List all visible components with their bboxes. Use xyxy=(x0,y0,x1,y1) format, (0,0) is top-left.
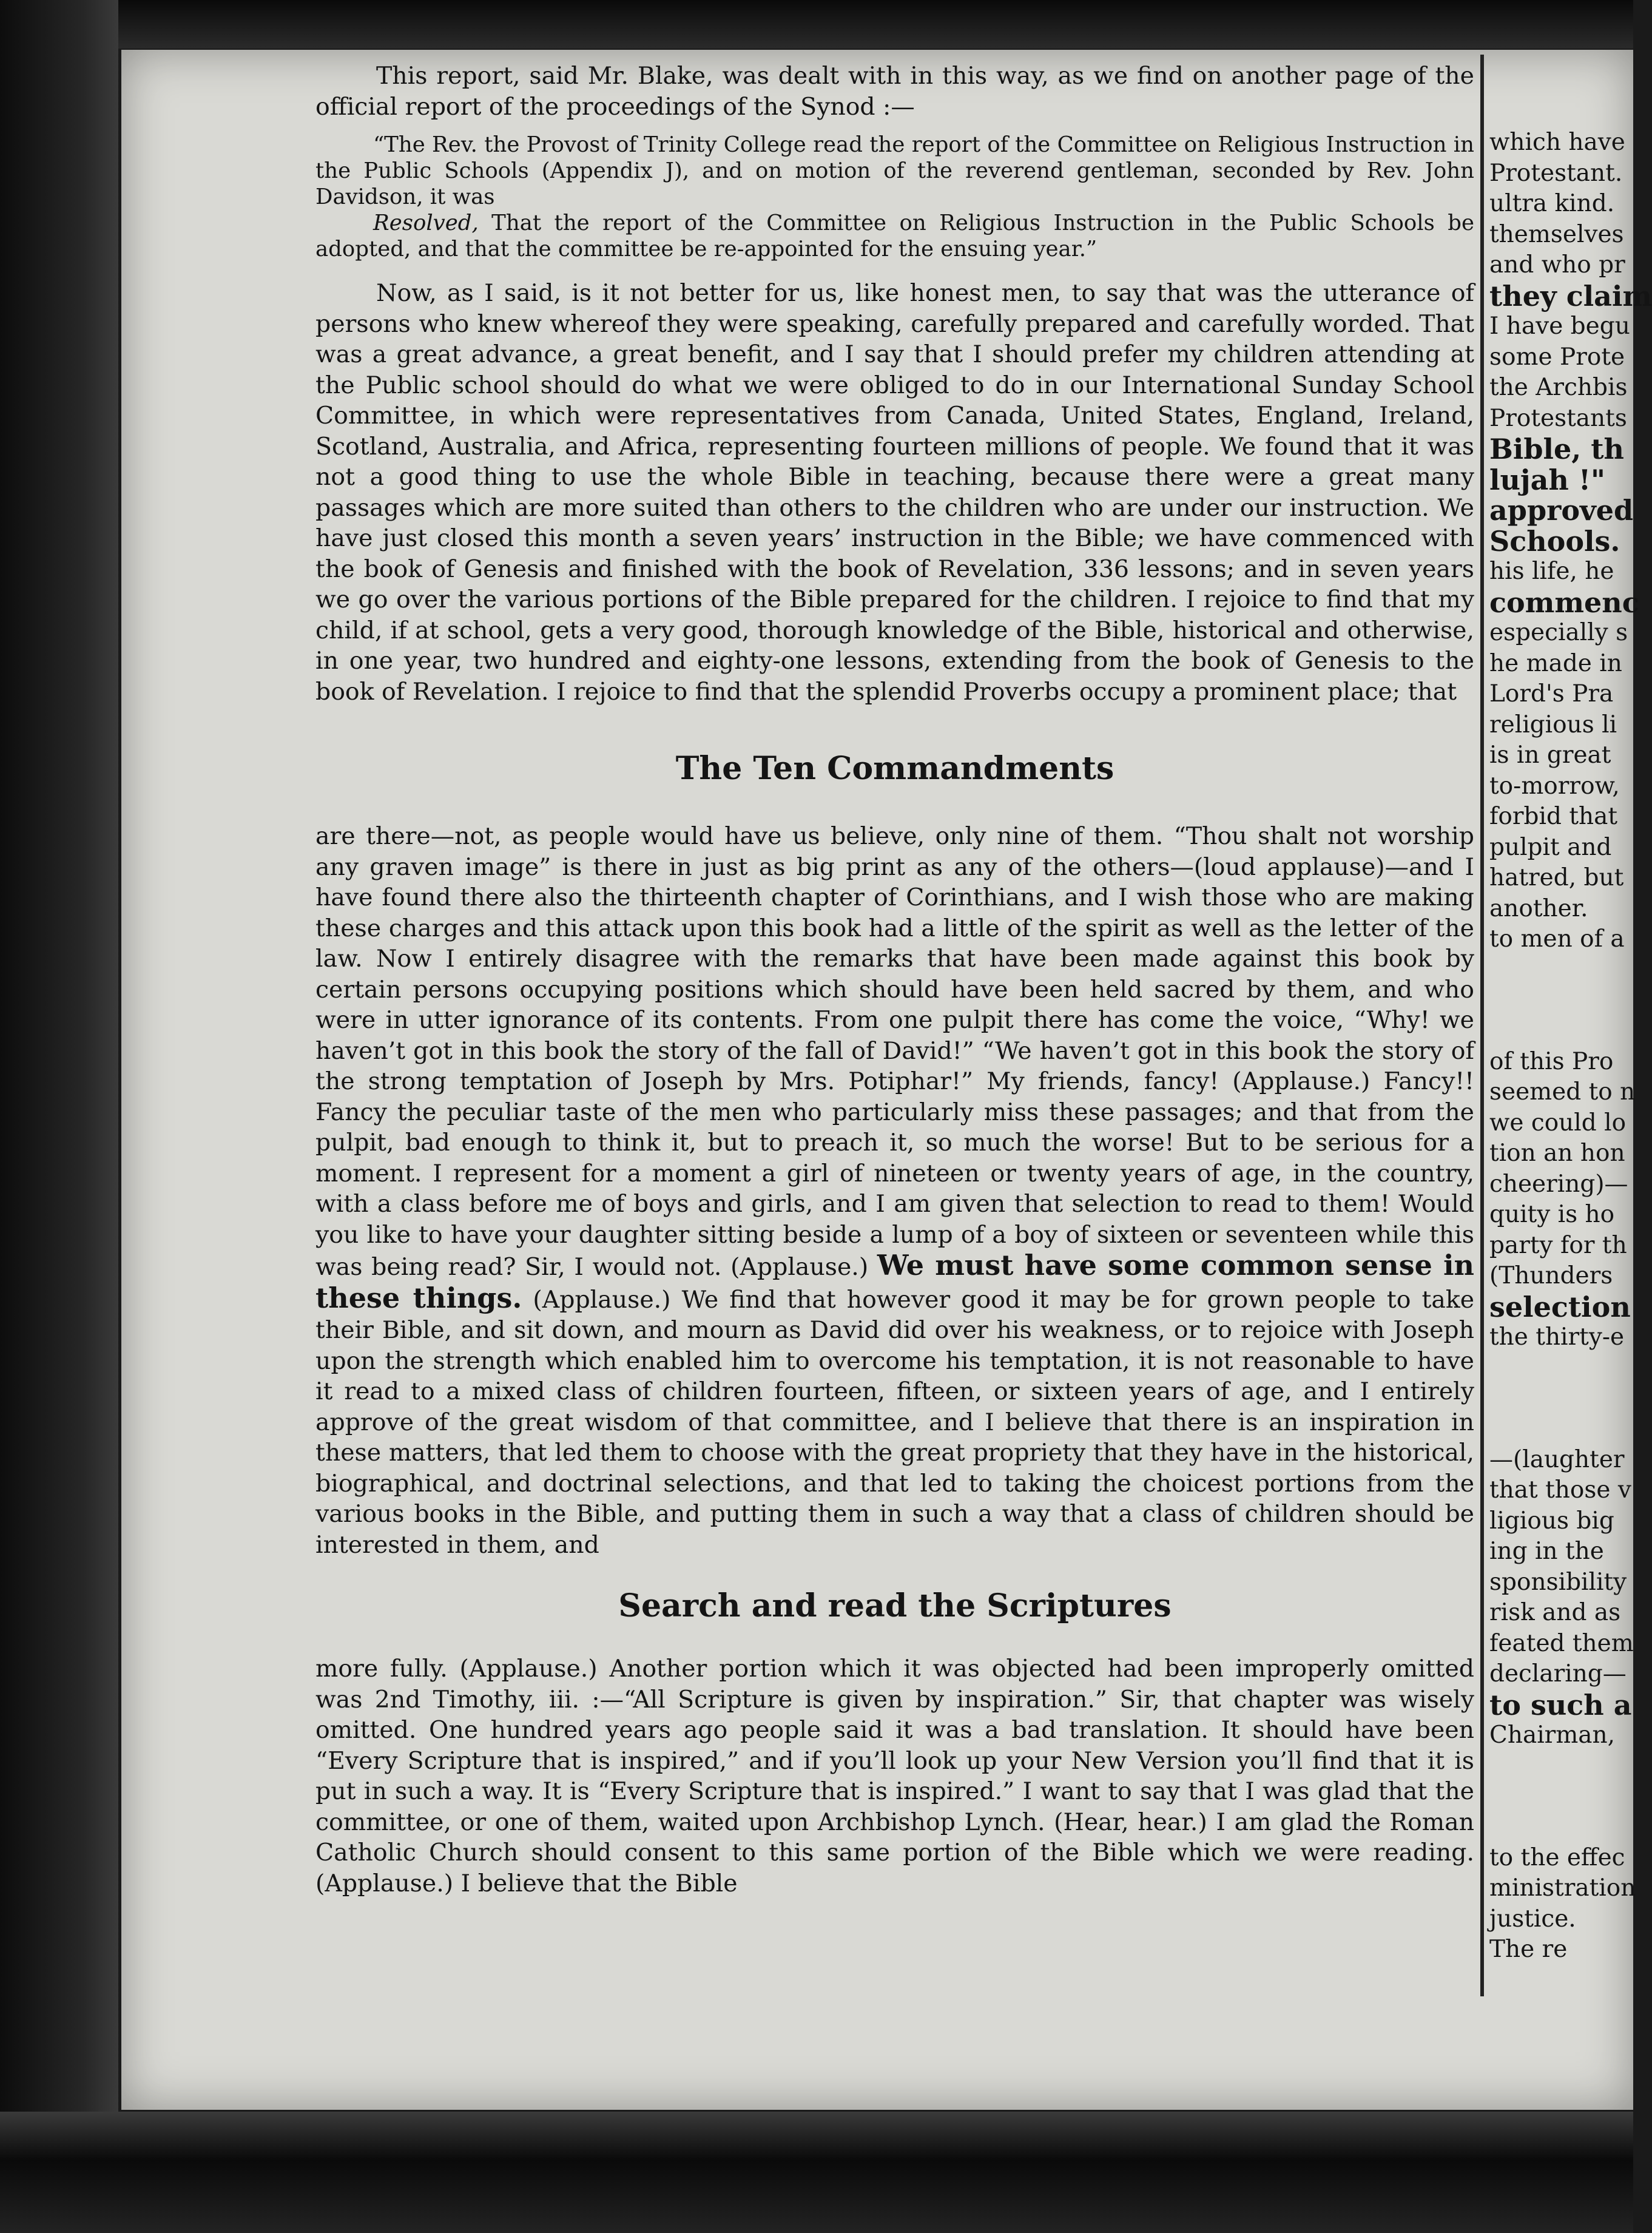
side-line: Protestant. xyxy=(1489,159,1623,187)
side-line: justice. xyxy=(1489,1905,1576,1933)
side-line: another. xyxy=(1489,894,1588,922)
film-border-top xyxy=(0,0,1633,49)
side-line: ultra kind. xyxy=(1489,190,1615,217)
resolution-quote xyxy=(315,210,1474,262)
side-line: Schools. xyxy=(1489,524,1620,558)
side-line: (Thunders xyxy=(1489,1262,1613,1289)
side-line: selection xyxy=(1489,1290,1631,1323)
side-block-3 xyxy=(1489,1445,1633,1751)
commandments-text-b: (Applause.) We find that however good it may be for grown people to take their Bible, and sit down, and mourn as David did over his weakness, or to rejoice with Joseph upon the strength which enabled him to overcome his temptation, it is not reasonable to have it read to a mixed class of children fourteen, fifteen, or sixteen years of age, and I entirely approve of the great wisdom of that committee, and I believe that there is an inspiration in these matters, that led them to choose with the great propriety that they have in the historical, biographical, and doctrinal selections, and that led to taking the choicest portions from the various books in the Bible, and putting them in such a way that a class of children should be interested in them, and xyxy=(315,1285,1475,1559)
intro-paragraph: This report, said Mr. Blake, was dealt with in this way, as we find on another page of the official report of the proceedings of the Synod :— xyxy=(315,62,1474,121)
side-line: to-morrow, xyxy=(1489,772,1620,800)
side-line: sponsibility xyxy=(1489,1568,1627,1596)
side-spacer xyxy=(1489,1751,1633,1843)
side-line: feated them xyxy=(1489,1629,1634,1657)
side-line: themselves xyxy=(1489,220,1624,248)
paragraph-now-as-i-said: Now, as I said, is it not better for us, like honest men, to say that was the utterance of persons who knew whereof they were speaking, carefully prepared and carefully worded. That was a great advance, a great benefit, and I say that I should prefer my children attending at the Public school should do what we were obliged to do in our International Sunday School Committee, in which were representatives from Canada, United States, England, Ireland, Scotland, Australia, and Africa, representing fourteen millions of people. We found that it was not a good thing to use the whole Bible in teaching, because there were a great many passages which are more suited than others to the children who are under our instruction. We have just closed this month a seven years’ instruction in the Bible; we have commenced with the book of Genesis and finished with the book of Revelation, 336 lessons; and in seven years we go over the various portions of the Bible prepared for the children. I rejoice to find that my child, if at school, gets a very good, thorough knowledge of the Bible, historical and otherwise, in one year, two hundred and eighty-one lessons, extending from the book of Genesis to the book of Revelation. I rejoice to find that the splendid Proverbs occupy a prominent place; that xyxy=(315,279,1474,706)
side-line: especially s xyxy=(1489,619,1628,646)
side-line: religious li xyxy=(1489,711,1617,738)
side-spacer xyxy=(1489,1353,1633,1445)
side-line: tion an hon xyxy=(1489,1140,1625,1167)
side-line: ligious big xyxy=(1489,1507,1614,1535)
side-line: lujah !" xyxy=(1489,463,1605,496)
column-rule xyxy=(1480,55,1484,1996)
resolved-word: Resolved, xyxy=(373,211,479,235)
side-line: hatred, but xyxy=(1489,864,1624,891)
side-line: they claim xyxy=(1489,279,1652,312)
side-line: approved xyxy=(1489,494,1634,527)
side-line: Lord's Pra xyxy=(1489,680,1614,708)
side-line: I have begu xyxy=(1489,312,1630,340)
side-line: the Archbis xyxy=(1489,374,1628,401)
paragraph-commandments xyxy=(315,821,1474,1560)
side-line: party for th xyxy=(1489,1231,1627,1259)
side-line: some Prote xyxy=(1489,343,1625,371)
side-block-4 xyxy=(1489,1843,1636,1965)
heading-ten-commandments: The Ten Commandments xyxy=(675,750,1114,787)
side-line: risk and as xyxy=(1489,1599,1621,1626)
side-line: Protestants xyxy=(1489,404,1627,432)
side-spacer xyxy=(1489,955,1633,1047)
side-line: that those v xyxy=(1489,1476,1631,1504)
side-line: pulpit and xyxy=(1489,833,1612,861)
side-line: is in great xyxy=(1489,742,1611,769)
film-border-left xyxy=(0,0,118,2233)
adjacent-column xyxy=(1489,127,1652,1965)
side-line: to men of a xyxy=(1489,925,1625,953)
resolution-text: That the report of the Committee on Religious Instruction in the Public Schools be adopted, and that the committee be re-appointed for the ensuing year.” xyxy=(315,211,1474,262)
side-line: which have xyxy=(1489,129,1625,156)
side-line: and who pr xyxy=(1489,251,1625,279)
side-line: ministration xyxy=(1489,1874,1636,1902)
film-border-bottom xyxy=(0,2112,1633,2233)
common-sense-emphasis: We must have some common sense in these things. xyxy=(315,1249,1474,1314)
side-line: The re xyxy=(1489,1936,1568,1963)
side-line: to such a xyxy=(1489,1688,1632,1721)
side-line: his life, he xyxy=(1489,558,1614,585)
side-line: —(laughter xyxy=(1489,1445,1625,1473)
side-line: declaring— xyxy=(1489,1660,1627,1687)
side-line: forbid that xyxy=(1489,803,1618,830)
side-line: to the effec xyxy=(1489,1843,1625,1871)
side-line: commenc xyxy=(1489,586,1639,619)
side-line: ing in the xyxy=(1489,1538,1604,1565)
side-line: quity is ho xyxy=(1489,1201,1615,1228)
synod-quote: “The Rev. the Provost of Trinity College read the report of the Committee on Religious Instruction in the Public Schools (Appendix J), and on motion of the reverend gentleman, seconded by Rev. John Davidson, it was xyxy=(315,132,1474,209)
main-column xyxy=(315,61,1474,1899)
side-line: cheering)— xyxy=(1489,1170,1628,1198)
side-line: Bible, th xyxy=(1489,433,1624,465)
commandments-text-a: are there—not, as people would have us believe, only nine of them. “Thou shalt not worship any graven image” is there in just as big print as any of the others—(loud applause)—and I have found there also the thirteenth chapter of Corinthians, and I wish those who are making these charges and this attack upon this book had a little of the spirit as well as the letter of the law. Now I entirely disagree with the remarks that have been made against this book by certain persons occupying positions which should have been held sacred by them, and who were in utter ignorance of its contents. From one pulpit there has come the voice, “Why! we haven’t got in this book the story of the fall of David!” “We haven’t got in this book the story of the strong temptation of Joseph by Mrs. Potiphar!” My friends, fancy! (Applause.) Fancy!! Fancy the peculiar taste of the men who particularly miss these passages; and that from the pulpit, bad enough to think it, but to preach it, so much the worse! But to be serious for a moment. I represent for a moment a girl of nineteen or twenty years of age, in the country, with a class before me of boys and girls, and I am given that selection to read to them! Would you like to have your daughter sitting beside a lump of a boy of sixteen or seventeen while this was being read? Sir, I would not. (Applause.) xyxy=(315,822,1474,1281)
side-block-2 xyxy=(1489,1047,1636,1353)
side-line: he made in xyxy=(1489,649,1622,677)
side-line: Chairman, xyxy=(1489,1721,1616,1749)
side-line: of this Pro xyxy=(1489,1047,1614,1075)
heading-search-scriptures: Search and read the Scriptures xyxy=(618,1587,1172,1624)
paragraph-scriptures: more fully. (Applause.) Another portion which it was objected had been improperly omitted was 2nd Timothy, iii. :—“All Scripture is given by inspiration.” Sir, that chapter was wisely omitted. One hundred years ago people said it was a bad translation. It should have been “Every Scripture that is inspired,” and if you’ll look up your New Version you’ll find that it is put in such a way. It is “Every Scripture that is inspired.” I want to say that I was glad that the committee, or one of them, waited upon Archbishop Lynch. (Hear, hear.) I am glad the Roman Catholic Church should consent to this same portion of the Bible which we were reading. (Applause.) I believe that the Bible xyxy=(315,1655,1474,1897)
side-line: seemed to n xyxy=(1489,1078,1636,1106)
side-line: the thirty-e xyxy=(1489,1323,1625,1351)
side-block-1 xyxy=(1489,127,1652,955)
side-line: we could lo xyxy=(1489,1109,1627,1137)
